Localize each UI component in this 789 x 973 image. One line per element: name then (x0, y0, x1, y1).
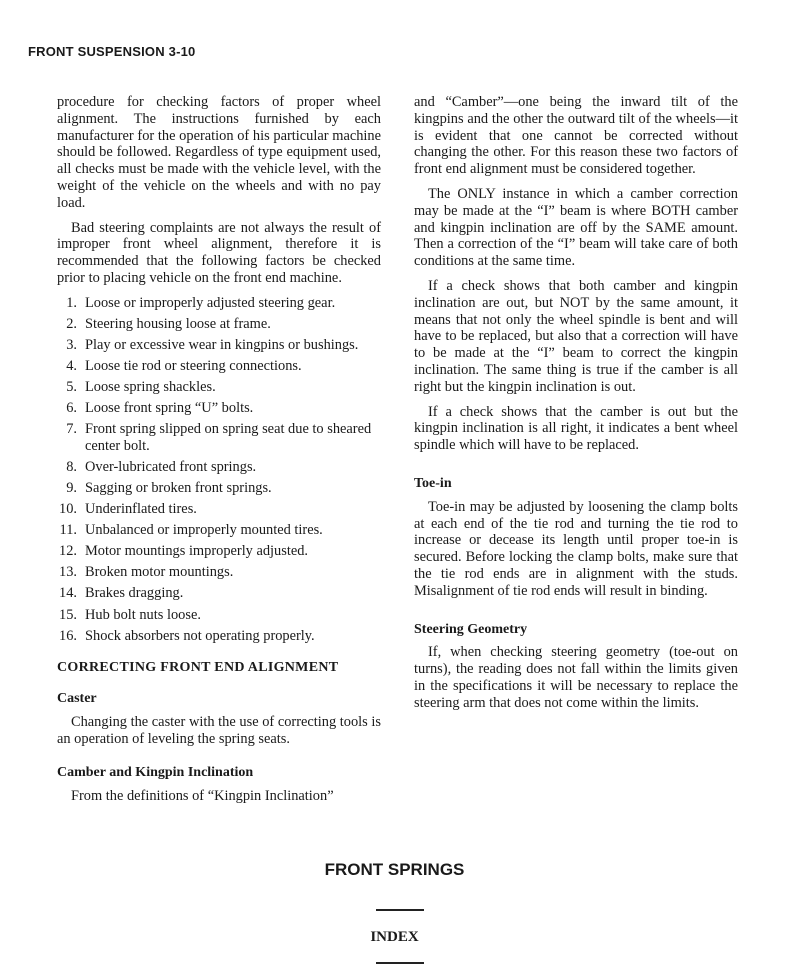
list-item (57, 628, 381, 645)
list-text: Over-lubricated front springs. (85, 458, 257, 475)
list-text: Sagging or broken front springs. (85, 480, 272, 497)
left-column (57, 94, 381, 813)
list-text: Motor mountings improperly adjusted. (85, 543, 309, 560)
list-text: Loose tie rod or steering connections. (85, 358, 302, 375)
list-item (57, 358, 381, 375)
list-number: 15. (59, 606, 77, 623)
paragraph: Changing the caster with the use of correcting tools is an operation of leveling the spring seats. (57, 713, 381, 747)
list-item (57, 379, 381, 396)
list-number: 9. (66, 480, 77, 497)
paragraph: and “Camber”—one being the inward tilt of the kingpins and the other the outward tilt of the wheels—it is evident that one cannot be corrected without changing the other. For this reason these two factors of front end alignment must be considered together. (414, 94, 738, 178)
list-item (57, 316, 381, 333)
index-title: INDEX (370, 929, 419, 945)
paragraph: If a check shows that both camber and kingpin inclination are out, but NOT by the same amount, it means that not only the wheel spindle is bent and will have to be replaced, but also that a correction will have to be made at the “I” beam to correct the kingpin inclination. The same thing is true if the camber is all right but the kingpin inclination is out. (414, 277, 738, 395)
list-number: 4. (66, 358, 77, 375)
list-text: Loose or improperly adjusted steering gear. (85, 294, 336, 311)
page-header: FRONT SUSPENSION 3-10 (28, 44, 196, 59)
list-item (57, 421, 381, 454)
checklist (57, 295, 381, 644)
paragraph: procedure for checking factors of proper wheel alignment. The instructions furnished by each manufacturer for the operation of his particular machine should be followed. Regardless of type equipment used, all checks must be made with the vehicle level, with the weight of the vehicle on the wheels and with no pay load. (57, 94, 381, 211)
list-text: Broken motor mountings. (85, 564, 234, 581)
list-item (57, 400, 381, 417)
list-item (57, 295, 381, 312)
right-column (414, 94, 738, 720)
list-number: 14. (59, 585, 77, 602)
list-text: Shock absorbers not operating properly. (85, 627, 315, 644)
list-text: Front spring slipped on spring seat due to sheared center bolt. (85, 421, 372, 454)
paragraph: If a check shows that the camber is out but the kingpin inclination is all right, it indicates a bent wheel spindle which will have to be replaced. (414, 403, 738, 454)
list-text: Loose front spring “U” bolts. (85, 400, 254, 417)
list-text: Hub bolt nuts loose. (85, 606, 201, 623)
paragraph: If, when checking steering geometry (toe-out on turns), the reading does not fall within the limits given in the specifications it will be necessary to replace the steering arm that does not come within the limits. (414, 644, 738, 711)
list-item (57, 543, 381, 560)
list-item (57, 459, 381, 476)
list-text: Play or excessive wear in kingpins or bushings. (85, 336, 359, 353)
list-text: Loose spring shackles. (85, 379, 216, 396)
list-text: Underinflated tires. (85, 501, 197, 518)
list-number: 2. (66, 315, 77, 332)
section-heading: CORRECTING FRONT END ALIGNMENT (57, 660, 339, 676)
list-item (57, 607, 381, 624)
divider (376, 909, 424, 911)
list-item (57, 501, 381, 518)
list-number: 16. (59, 627, 77, 644)
list-number: 1. (66, 294, 77, 311)
subheading-steering-geometry: Steering Geometry (414, 621, 528, 637)
paragraph: Bad steering complaints are not always the result of improper front wheel alignment, therefore it is recommended that the following factors be checked prior to placing vehicle on the front end machine. (57, 219, 381, 286)
list-item (57, 564, 381, 581)
subheading-caster: Caster (57, 690, 97, 706)
divider (376, 962, 424, 964)
list-number: 7. (66, 421, 77, 438)
list-item (57, 585, 381, 602)
paragraph: Toe-in may be adjusted by loosening the clamp bolts at each end of the tie rod and turning the tie rod to increase or decease its length until proper toe-in is secured. Before locking the clamp bolts, make sure that the tie rod ends are in alignment with the studs. Misalignment of tie rod ends will result in binding. (414, 498, 738, 599)
list-item (57, 522, 381, 539)
list-number: 12. (59, 543, 77, 560)
list-number: 10. (59, 501, 77, 518)
subheading-camber: Camber and Kingpin Inclination (57, 765, 254, 781)
list-item (57, 480, 381, 497)
list-number: 13. (59, 564, 77, 581)
list-text: Steering housing loose at frame. (85, 315, 271, 332)
list-number: 6. (66, 400, 77, 417)
list-item (57, 337, 381, 354)
list-text: Unbalanced or improperly mounted tires. (85, 522, 323, 539)
paragraph: The ONLY instance in which a camber correction may be made at the “I” beam is where BOTH camber and kingpin inclination are off by the SAME amount. Then a correction of the “I” beam will take care of both conditions at the same time. (414, 185, 738, 270)
section-title: FRONT SPRINGS (324, 860, 465, 879)
list-text: Brakes dragging. (85, 585, 184, 602)
list-number: 3. (66, 336, 77, 353)
list-number: 8. (66, 458, 77, 475)
list-number: 11. (59, 522, 77, 539)
subheading-toe-in: Toe-in (414, 475, 452, 491)
list-number: 5. (66, 379, 77, 396)
paragraph: From the definitions of “Kingpin Inclination” (71, 788, 334, 805)
